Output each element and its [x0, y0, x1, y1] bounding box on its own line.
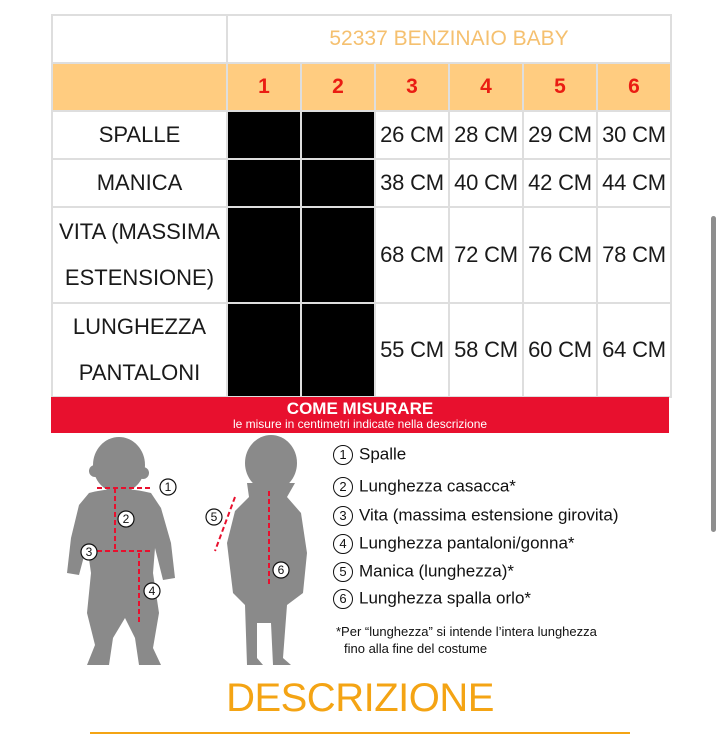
size-header: 6	[597, 63, 671, 111]
table-row	[52, 207, 671, 303]
legend-number: 5	[333, 562, 353, 582]
legend-item	[333, 476, 516, 500]
redacted-cell	[301, 111, 375, 159]
note-line: fino alla fine del costume	[344, 641, 488, 656]
banner-subtitle: le misure in centimetri indicate nella descrizione	[232, 417, 488, 431]
scrollbar[interactable]	[711, 216, 716, 532]
legend-item	[333, 505, 619, 529]
redacted-cell	[227, 303, 301, 397]
size-header-row	[52, 63, 671, 111]
value-cell: 60 CM	[523, 303, 597, 397]
marker-label: 3	[85, 545, 93, 559]
legend-text: Lunghezza casacca*	[359, 476, 516, 496]
value-cell: 76 CM	[523, 207, 597, 303]
legend-item	[333, 533, 575, 557]
value-cell: 72 CM	[449, 207, 523, 303]
table-row	[52, 111, 671, 159]
value-cell: 26 CM	[375, 111, 449, 159]
legend-item	[333, 588, 531, 612]
legend-text: Lunghezza spalla orlo*	[359, 588, 532, 608]
value-cell: 64 CM	[597, 303, 671, 397]
marker-label: 6	[277, 563, 285, 577]
size-table	[51, 14, 672, 398]
table-title: 52337 BENZINAIO BABY	[227, 15, 671, 63]
row-label-line: LUNGHEZZA	[72, 314, 207, 339]
row-label-line: PANTALONI	[78, 360, 201, 385]
marker-label: 5	[210, 510, 218, 524]
redacted-cell	[227, 159, 301, 207]
legend-text: Spalle	[359, 444, 407, 464]
size-header: 5	[523, 63, 597, 111]
header-corner	[52, 63, 227, 111]
value-cell: 55 CM	[375, 303, 449, 397]
side-child-figure	[227, 435, 307, 665]
legend-number: 6	[333, 589, 353, 609]
note-line: *Per “lunghezza” si intende l’intera lunghezza	[336, 624, 597, 639]
legend-text: Vita (massima estensione girovita)	[359, 505, 619, 525]
size-header: 3	[375, 63, 449, 111]
banner-title: COME MISURARE	[286, 399, 434, 418]
empty-corner-cell	[52, 15, 227, 63]
length-note	[336, 623, 666, 657]
legend-number: 2	[333, 477, 353, 497]
redacted-cell	[301, 303, 375, 397]
redacted-cell	[301, 159, 375, 207]
how-to-measure-banner	[51, 397, 669, 433]
legend-number: 3	[333, 506, 353, 526]
redacted-cell	[227, 207, 301, 303]
size-header: 2	[301, 63, 375, 111]
size-header: 1	[227, 63, 301, 111]
value-cell: 28 CM	[449, 111, 523, 159]
row-label-line: ESTENSIONE)	[64, 265, 215, 290]
value-cell: 29 CM	[523, 111, 597, 159]
legend-item	[333, 444, 406, 468]
value-cell: 42 CM	[523, 159, 597, 207]
legend-number: 4	[333, 534, 353, 554]
row-label: SPALLE	[52, 111, 227, 159]
size-header: 4	[449, 63, 523, 111]
row-label	[52, 303, 227, 397]
value-cell: 44 CM	[597, 159, 671, 207]
row-label: MANICA	[52, 159, 227, 207]
section-divider	[90, 732, 630, 734]
marker-label: 1	[164, 480, 172, 494]
marker-label: 2	[122, 512, 130, 526]
redacted-cell	[227, 111, 301, 159]
value-cell: 38 CM	[375, 159, 449, 207]
table-row	[52, 159, 671, 207]
legend-text: Manica (lunghezza)*	[359, 561, 514, 581]
legend-number: 1	[333, 445, 353, 465]
value-cell: 58 CM	[449, 303, 523, 397]
row-label-line: VITA (MASSIMA	[59, 219, 220, 244]
legend-item	[333, 561, 514, 585]
section-title: DESCRIZIONE	[226, 676, 494, 720]
redacted-cell	[301, 207, 375, 303]
legend-text: Lunghezza pantaloni/gonna*	[359, 533, 575, 553]
table-row	[52, 303, 671, 397]
value-cell: 30 CM	[597, 111, 671, 159]
marker-label: 4	[148, 584, 156, 598]
row-label	[52, 207, 227, 303]
value-cell: 40 CM	[449, 159, 523, 207]
value-cell: 68 CM	[375, 207, 449, 303]
value-cell: 78 CM	[597, 207, 671, 303]
